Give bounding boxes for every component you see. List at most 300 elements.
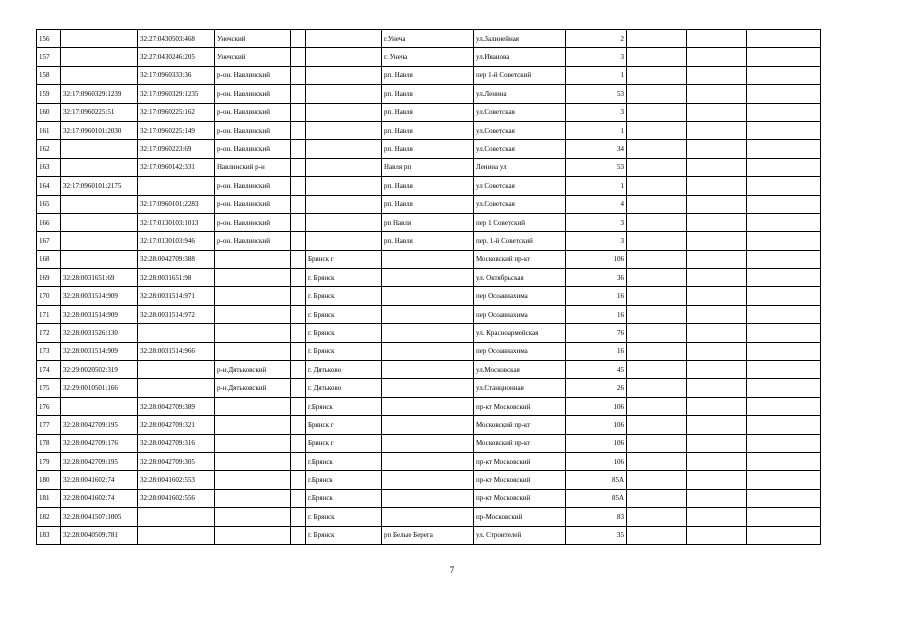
blank-cell bbox=[687, 250, 747, 268]
blank-cell bbox=[747, 48, 821, 66]
object-cadastral-number-cell bbox=[138, 379, 215, 397]
district-cell bbox=[215, 526, 291, 544]
blank-cell bbox=[747, 195, 821, 213]
house-number-cell: 45 bbox=[566, 361, 627, 379]
blank-cell bbox=[291, 452, 306, 470]
street-cell: Ленина ул bbox=[474, 158, 566, 176]
row-number-cell: 169 bbox=[37, 269, 61, 287]
cadastral-number-cell: 32:29:0010501:166 bbox=[61, 379, 138, 397]
row-number-cell: 174 bbox=[37, 361, 61, 379]
table-row bbox=[37, 140, 821, 158]
locality-cell bbox=[382, 434, 474, 452]
locality-cell bbox=[382, 489, 474, 507]
object-cadastral-number-cell: 32:28:0041602:556 bbox=[138, 489, 215, 507]
cadastral-number-cell bbox=[61, 232, 138, 250]
house-number-cell: 85А bbox=[566, 471, 627, 489]
row-number-cell: 158 bbox=[37, 66, 61, 84]
cadastral-number-cell bbox=[61, 250, 138, 268]
blank-cell bbox=[747, 177, 821, 195]
locality-cell bbox=[382, 305, 474, 323]
locality-cell bbox=[382, 269, 474, 287]
cadastral-number-cell: 32:17:0960101:2030 bbox=[61, 121, 138, 139]
blank-cell bbox=[627, 526, 687, 544]
city-cell bbox=[306, 103, 382, 121]
district-cell bbox=[215, 269, 291, 287]
row-number-cell: 165 bbox=[37, 195, 61, 213]
district-cell: Унечский bbox=[215, 30, 291, 48]
blank-cell bbox=[291, 471, 306, 489]
district-cell bbox=[215, 508, 291, 526]
table-row bbox=[37, 397, 821, 415]
object-cadastral-number-cell: 32:17:0960101:2283 bbox=[138, 195, 215, 213]
street-cell: пер Осоавиахима bbox=[474, 305, 566, 323]
street-cell: пер. 1-й Советский bbox=[474, 232, 566, 250]
city-cell bbox=[306, 66, 382, 84]
blank-cell bbox=[747, 324, 821, 342]
district-cell: р-он. Навлинский bbox=[215, 177, 291, 195]
row-number-cell: 183 bbox=[37, 526, 61, 544]
house-number-cell: 36 bbox=[566, 269, 627, 287]
blank-cell bbox=[627, 324, 687, 342]
cadastral-number-cell bbox=[61, 213, 138, 231]
row-number-cell: 168 bbox=[37, 250, 61, 268]
locality-cell: рп. Навля bbox=[382, 121, 474, 139]
district-cell bbox=[215, 489, 291, 507]
table-row bbox=[37, 232, 821, 250]
cadastral-number-cell: 32:28:0041602:74 bbox=[61, 471, 138, 489]
table-row bbox=[37, 66, 821, 84]
blank-cell bbox=[747, 452, 821, 470]
city-cell: Брянск г bbox=[306, 416, 382, 434]
city-cell bbox=[306, 213, 382, 231]
city-cell: г. Брянск bbox=[306, 287, 382, 305]
house-number-cell: 16 bbox=[566, 342, 627, 360]
blank-cell bbox=[291, 342, 306, 360]
city-cell: г.Брянск bbox=[306, 471, 382, 489]
object-cadastral-number-cell: 32:27:0430503:468 bbox=[138, 30, 215, 48]
table-row bbox=[37, 434, 821, 452]
blank-cell bbox=[291, 250, 306, 268]
blank-cell bbox=[627, 397, 687, 415]
cadastral-number-cell: 32:17:0960329:1239 bbox=[61, 85, 138, 103]
blank-cell bbox=[291, 66, 306, 84]
cadastral-number-cell bbox=[61, 195, 138, 213]
blank-cell bbox=[291, 121, 306, 139]
table-row bbox=[37, 213, 821, 231]
district-cell bbox=[215, 305, 291, 323]
blank-cell bbox=[747, 158, 821, 176]
table-row bbox=[37, 324, 821, 342]
house-number-cell: 16 bbox=[566, 287, 627, 305]
locality-cell: г.Унеча bbox=[382, 30, 474, 48]
street-cell: пр-кт Московский bbox=[474, 397, 566, 415]
object-cadastral-number-cell: 32:17:0960223:69 bbox=[138, 140, 215, 158]
blank-cell bbox=[291, 30, 306, 48]
blank-cell bbox=[291, 103, 306, 121]
cadastral-number-cell: 32:28:0031514:909 bbox=[61, 342, 138, 360]
city-cell bbox=[306, 121, 382, 139]
district-cell bbox=[215, 324, 291, 342]
blank-cell bbox=[291, 526, 306, 544]
blank-cell bbox=[291, 379, 306, 397]
locality-cell: г. Унеча bbox=[382, 48, 474, 66]
table-row bbox=[37, 361, 821, 379]
blank-cell bbox=[687, 30, 747, 48]
cadastral-number-cell: 32:28:0031514:909 bbox=[61, 305, 138, 323]
cadastral-number-cell: 32:28:0042709:195 bbox=[61, 452, 138, 470]
table-row bbox=[37, 177, 821, 195]
blank-cell bbox=[747, 30, 821, 48]
blank-cell bbox=[687, 287, 747, 305]
district-cell: р-он. Навлинский bbox=[215, 103, 291, 121]
blank-cell bbox=[687, 489, 747, 507]
blank-cell bbox=[627, 305, 687, 323]
street-cell: ул.Иванова bbox=[474, 48, 566, 66]
street-cell: ул.Советская bbox=[474, 103, 566, 121]
house-number-cell: 2 bbox=[566, 30, 627, 48]
street-cell: ул.Советская bbox=[474, 121, 566, 139]
blank-cell bbox=[687, 434, 747, 452]
blank-cell bbox=[687, 416, 747, 434]
object-cadastral-number-cell: 32:28:0042709:316 bbox=[138, 434, 215, 452]
city-cell bbox=[306, 232, 382, 250]
table-row bbox=[37, 305, 821, 323]
house-number-cell: 16 bbox=[566, 305, 627, 323]
cadastral-number-cell bbox=[61, 158, 138, 176]
city-cell: г.Брянск bbox=[306, 397, 382, 415]
district-cell bbox=[215, 452, 291, 470]
locality-cell: рп. Навля bbox=[382, 140, 474, 158]
blank-cell bbox=[627, 416, 687, 434]
row-number-cell: 160 bbox=[37, 103, 61, 121]
row-number-cell: 163 bbox=[37, 158, 61, 176]
table-row bbox=[37, 342, 821, 360]
object-cadastral-number-cell: 32:28:0042709:305 bbox=[138, 452, 215, 470]
street-cell: пр-кт Московский bbox=[474, 489, 566, 507]
blank-cell bbox=[687, 177, 747, 195]
district-cell bbox=[215, 250, 291, 268]
district-cell bbox=[215, 416, 291, 434]
row-number-cell: 181 bbox=[37, 489, 61, 507]
locality-cell: рп. Навля bbox=[382, 103, 474, 121]
object-cadastral-number-cell: 32:28:0031514:971 bbox=[138, 287, 215, 305]
object-cadastral-number-cell: 32:28:0031514:966 bbox=[138, 342, 215, 360]
cadastral-number-cell: 32:17:0960101:2175 bbox=[61, 177, 138, 195]
blank-cell bbox=[291, 232, 306, 250]
street-cell: Московский пр-кт bbox=[474, 416, 566, 434]
city-cell: Брянск г bbox=[306, 250, 382, 268]
blank-cell bbox=[747, 526, 821, 544]
district-cell: р-он. Навлинский bbox=[215, 213, 291, 231]
house-number-cell: 26 bbox=[566, 379, 627, 397]
blank-cell bbox=[747, 416, 821, 434]
blank-cell bbox=[747, 66, 821, 84]
row-number-cell: 175 bbox=[37, 379, 61, 397]
object-cadastral-number-cell: 32:28:0041602:553 bbox=[138, 471, 215, 489]
street-cell: ул.Станционная bbox=[474, 379, 566, 397]
city-cell bbox=[306, 48, 382, 66]
locality-cell bbox=[382, 250, 474, 268]
house-number-cell: 4 bbox=[566, 195, 627, 213]
object-cadastral-number-cell bbox=[138, 508, 215, 526]
locality-cell: рп Белые Берега bbox=[382, 526, 474, 544]
blank-cell bbox=[627, 121, 687, 139]
blank-cell bbox=[627, 489, 687, 507]
house-number-cell: 35 bbox=[566, 526, 627, 544]
row-number-cell: 170 bbox=[37, 287, 61, 305]
blank-cell bbox=[747, 121, 821, 139]
district-cell: р-он. Навлинский bbox=[215, 85, 291, 103]
table-row bbox=[37, 526, 821, 544]
blank-cell bbox=[687, 85, 747, 103]
object-cadastral-number-cell bbox=[138, 526, 215, 544]
district-cell bbox=[215, 397, 291, 415]
city-cell: г.Брянск bbox=[306, 489, 382, 507]
city-cell bbox=[306, 177, 382, 195]
object-cadastral-number-cell bbox=[138, 177, 215, 195]
cadastral-number-cell: 32:17:0960225:51 bbox=[61, 103, 138, 121]
blank-cell bbox=[687, 305, 747, 323]
street-cell: пр-кт Московский bbox=[474, 471, 566, 489]
blank-cell bbox=[687, 508, 747, 526]
locality-cell: рп. Навля bbox=[382, 195, 474, 213]
cadastral-number-cell: 32:28:0031651:69 bbox=[61, 269, 138, 287]
blank-cell bbox=[747, 269, 821, 287]
blank-cell bbox=[291, 416, 306, 434]
blank-cell bbox=[747, 471, 821, 489]
city-cell: г. Брянск bbox=[306, 342, 382, 360]
object-cadastral-number-cell: 32:17:0130103:1013 bbox=[138, 213, 215, 231]
locality-cell: Навля рп bbox=[382, 158, 474, 176]
house-number-cell: 85А bbox=[566, 489, 627, 507]
row-number-cell: 180 bbox=[37, 471, 61, 489]
street-cell: пер 1 Советский bbox=[474, 213, 566, 231]
blank-cell bbox=[747, 232, 821, 250]
cadastral-number-cell: 32:28:0040509:781 bbox=[61, 526, 138, 544]
house-number-cell: 53 bbox=[566, 85, 627, 103]
cadastral-number-cell bbox=[61, 140, 138, 158]
blank-cell bbox=[291, 508, 306, 526]
row-number-cell: 179 bbox=[37, 452, 61, 470]
cadastral-number-cell: 32:29:0020502:319 bbox=[61, 361, 138, 379]
blank-cell bbox=[627, 508, 687, 526]
object-cadastral-number-cell: 32:17:0960329:1235 bbox=[138, 85, 215, 103]
cadastral-number-cell: 32:28:0042709:176 bbox=[61, 434, 138, 452]
district-cell: р-он. Навлинский bbox=[215, 232, 291, 250]
object-cadastral-number-cell: 32:28:0042709:389 bbox=[138, 397, 215, 415]
table-row bbox=[37, 269, 821, 287]
street-cell: ул. Октябрьская bbox=[474, 269, 566, 287]
city-cell: г. Дятьково bbox=[306, 361, 382, 379]
blank-cell bbox=[687, 379, 747, 397]
row-number-cell: 157 bbox=[37, 48, 61, 66]
blank-cell bbox=[627, 361, 687, 379]
row-number-cell: 161 bbox=[37, 121, 61, 139]
district-cell: р-он. Навлинский bbox=[215, 140, 291, 158]
table-row bbox=[37, 30, 821, 48]
row-number-cell: 172 bbox=[37, 324, 61, 342]
table-row bbox=[37, 85, 821, 103]
cadastral-number-cell bbox=[61, 397, 138, 415]
blank-cell bbox=[747, 397, 821, 415]
blank-cell bbox=[747, 342, 821, 360]
row-number-cell: 182 bbox=[37, 508, 61, 526]
cadastral-number-cell: 32:28:0041602:74 bbox=[61, 489, 138, 507]
house-number-cell: 1 bbox=[566, 66, 627, 84]
blank-cell bbox=[291, 489, 306, 507]
table-row bbox=[37, 452, 821, 470]
row-number-cell: 166 bbox=[37, 213, 61, 231]
row-number-cell: 167 bbox=[37, 232, 61, 250]
district-cell: р-он. Навлинский bbox=[215, 121, 291, 139]
blank-cell bbox=[627, 269, 687, 287]
row-number-cell: 171 bbox=[37, 305, 61, 323]
city-cell: г. Брянск bbox=[306, 305, 382, 323]
district-cell: р-он. Навлинский bbox=[215, 195, 291, 213]
locality-cell bbox=[382, 379, 474, 397]
locality-cell bbox=[382, 416, 474, 434]
blank-cell bbox=[627, 103, 687, 121]
blank-cell bbox=[627, 66, 687, 84]
blank-cell bbox=[687, 269, 747, 287]
house-number-cell: 3 bbox=[566, 48, 627, 66]
table-row bbox=[37, 158, 821, 176]
blank-cell bbox=[627, 48, 687, 66]
table-row bbox=[37, 471, 821, 489]
row-number-cell: 162 bbox=[37, 140, 61, 158]
table-row bbox=[37, 48, 821, 66]
city-cell bbox=[306, 140, 382, 158]
row-number-cell: 176 bbox=[37, 397, 61, 415]
blank-cell bbox=[291, 140, 306, 158]
street-cell: ул Советская bbox=[474, 177, 566, 195]
city-cell bbox=[306, 158, 382, 176]
house-number-cell: 3 bbox=[566, 232, 627, 250]
cadastral-number-cell: 32:28:0041507:1005 bbox=[61, 508, 138, 526]
locality-cell bbox=[382, 342, 474, 360]
street-cell: ул.Советская bbox=[474, 140, 566, 158]
blank-cell bbox=[747, 140, 821, 158]
object-cadastral-number-cell: 32:28:0042709:321 bbox=[138, 416, 215, 434]
blank-cell bbox=[291, 269, 306, 287]
object-cadastral-number-cell: 32:17:0960333:36 bbox=[138, 66, 215, 84]
street-cell: Московский пр-кт bbox=[474, 434, 566, 452]
city-cell bbox=[306, 85, 382, 103]
street-cell: пр-кт Московский bbox=[474, 452, 566, 470]
district-cell bbox=[215, 287, 291, 305]
city-cell: г. Брянск bbox=[306, 324, 382, 342]
locality-cell bbox=[382, 471, 474, 489]
blank-cell bbox=[747, 85, 821, 103]
blank-cell bbox=[291, 287, 306, 305]
blank-cell bbox=[747, 508, 821, 526]
blank-cell bbox=[627, 85, 687, 103]
street-cell: ул. Строителей bbox=[474, 526, 566, 544]
blank-cell bbox=[627, 250, 687, 268]
row-number-cell: 177 bbox=[37, 416, 61, 434]
locality-cell: рп. Навля bbox=[382, 232, 474, 250]
blank-cell bbox=[687, 140, 747, 158]
table-row bbox=[37, 508, 821, 526]
house-number-cell: 106 bbox=[566, 434, 627, 452]
cadastral-number-cell bbox=[61, 66, 138, 84]
blank-cell bbox=[627, 342, 687, 360]
table-row bbox=[37, 195, 821, 213]
blank-cell bbox=[627, 195, 687, 213]
city-cell: г. Дятьково bbox=[306, 379, 382, 397]
blank-cell bbox=[291, 158, 306, 176]
cadastral-number-cell bbox=[61, 48, 138, 66]
blank-cell bbox=[747, 489, 821, 507]
table-row bbox=[37, 121, 821, 139]
street-cell: Московский пр-кт bbox=[474, 250, 566, 268]
blank-cell bbox=[291, 85, 306, 103]
district-cell: р-н.Дятьковский bbox=[215, 379, 291, 397]
blank-cell bbox=[291, 48, 306, 66]
table-row bbox=[37, 416, 821, 434]
city-cell bbox=[306, 195, 382, 213]
page-number: 7 bbox=[449, 565, 455, 575]
blank-cell bbox=[687, 471, 747, 489]
blank-cell bbox=[627, 232, 687, 250]
blank-cell bbox=[687, 361, 747, 379]
blank-cell bbox=[627, 287, 687, 305]
blank-cell bbox=[291, 324, 306, 342]
locality-cell: рп. Навля bbox=[382, 85, 474, 103]
house-number-cell: 83 bbox=[566, 508, 627, 526]
cadastral-number-cell: 32:28:0031526:130 bbox=[61, 324, 138, 342]
object-cadastral-number-cell: 32:27:0430246:205 bbox=[138, 48, 215, 66]
row-number-cell: 164 bbox=[37, 177, 61, 195]
street-cell: ул.Ленина bbox=[474, 85, 566, 103]
district-cell bbox=[215, 342, 291, 360]
blank-cell bbox=[747, 361, 821, 379]
blank-cell bbox=[627, 177, 687, 195]
street-cell: пер Осоавиахима bbox=[474, 287, 566, 305]
house-number-cell: 76 bbox=[566, 324, 627, 342]
row-number-cell: 159 bbox=[37, 85, 61, 103]
locality-cell: рп. Навля bbox=[382, 66, 474, 84]
house-number-cell: 106 bbox=[566, 397, 627, 415]
city-cell: Брянск г bbox=[306, 434, 382, 452]
locality-cell: рп. Навля bbox=[382, 177, 474, 195]
blank-cell bbox=[627, 213, 687, 231]
blank-cell bbox=[627, 30, 687, 48]
house-number-cell: 53 bbox=[566, 158, 627, 176]
blank-cell bbox=[747, 434, 821, 452]
row-number-cell: 156 bbox=[37, 30, 61, 48]
district-cell bbox=[215, 434, 291, 452]
street-cell: ул.Московская bbox=[474, 361, 566, 379]
blank-cell bbox=[687, 452, 747, 470]
registry-table bbox=[36, 29, 821, 545]
blank-cell bbox=[291, 361, 306, 379]
object-cadastral-number-cell bbox=[138, 324, 215, 342]
district-cell: р-н.Дятьковский bbox=[215, 361, 291, 379]
city-cell: г. Брянск bbox=[306, 269, 382, 287]
city-cell: г. Брянск bbox=[306, 526, 382, 544]
cadastral-number-cell: 32:28:0031514:909 bbox=[61, 287, 138, 305]
object-cadastral-number-cell bbox=[138, 361, 215, 379]
object-cadastral-number-cell: 32:28:0031651:98 bbox=[138, 269, 215, 287]
house-number-cell: 106 bbox=[566, 250, 627, 268]
blank-cell bbox=[687, 103, 747, 121]
object-cadastral-number-cell: 32:17:0960225:149 bbox=[138, 121, 215, 139]
blank-cell bbox=[291, 397, 306, 415]
street-cell: пр-Московский bbox=[474, 508, 566, 526]
street-cell: ул.Советская bbox=[474, 195, 566, 213]
locality-cell bbox=[382, 324, 474, 342]
